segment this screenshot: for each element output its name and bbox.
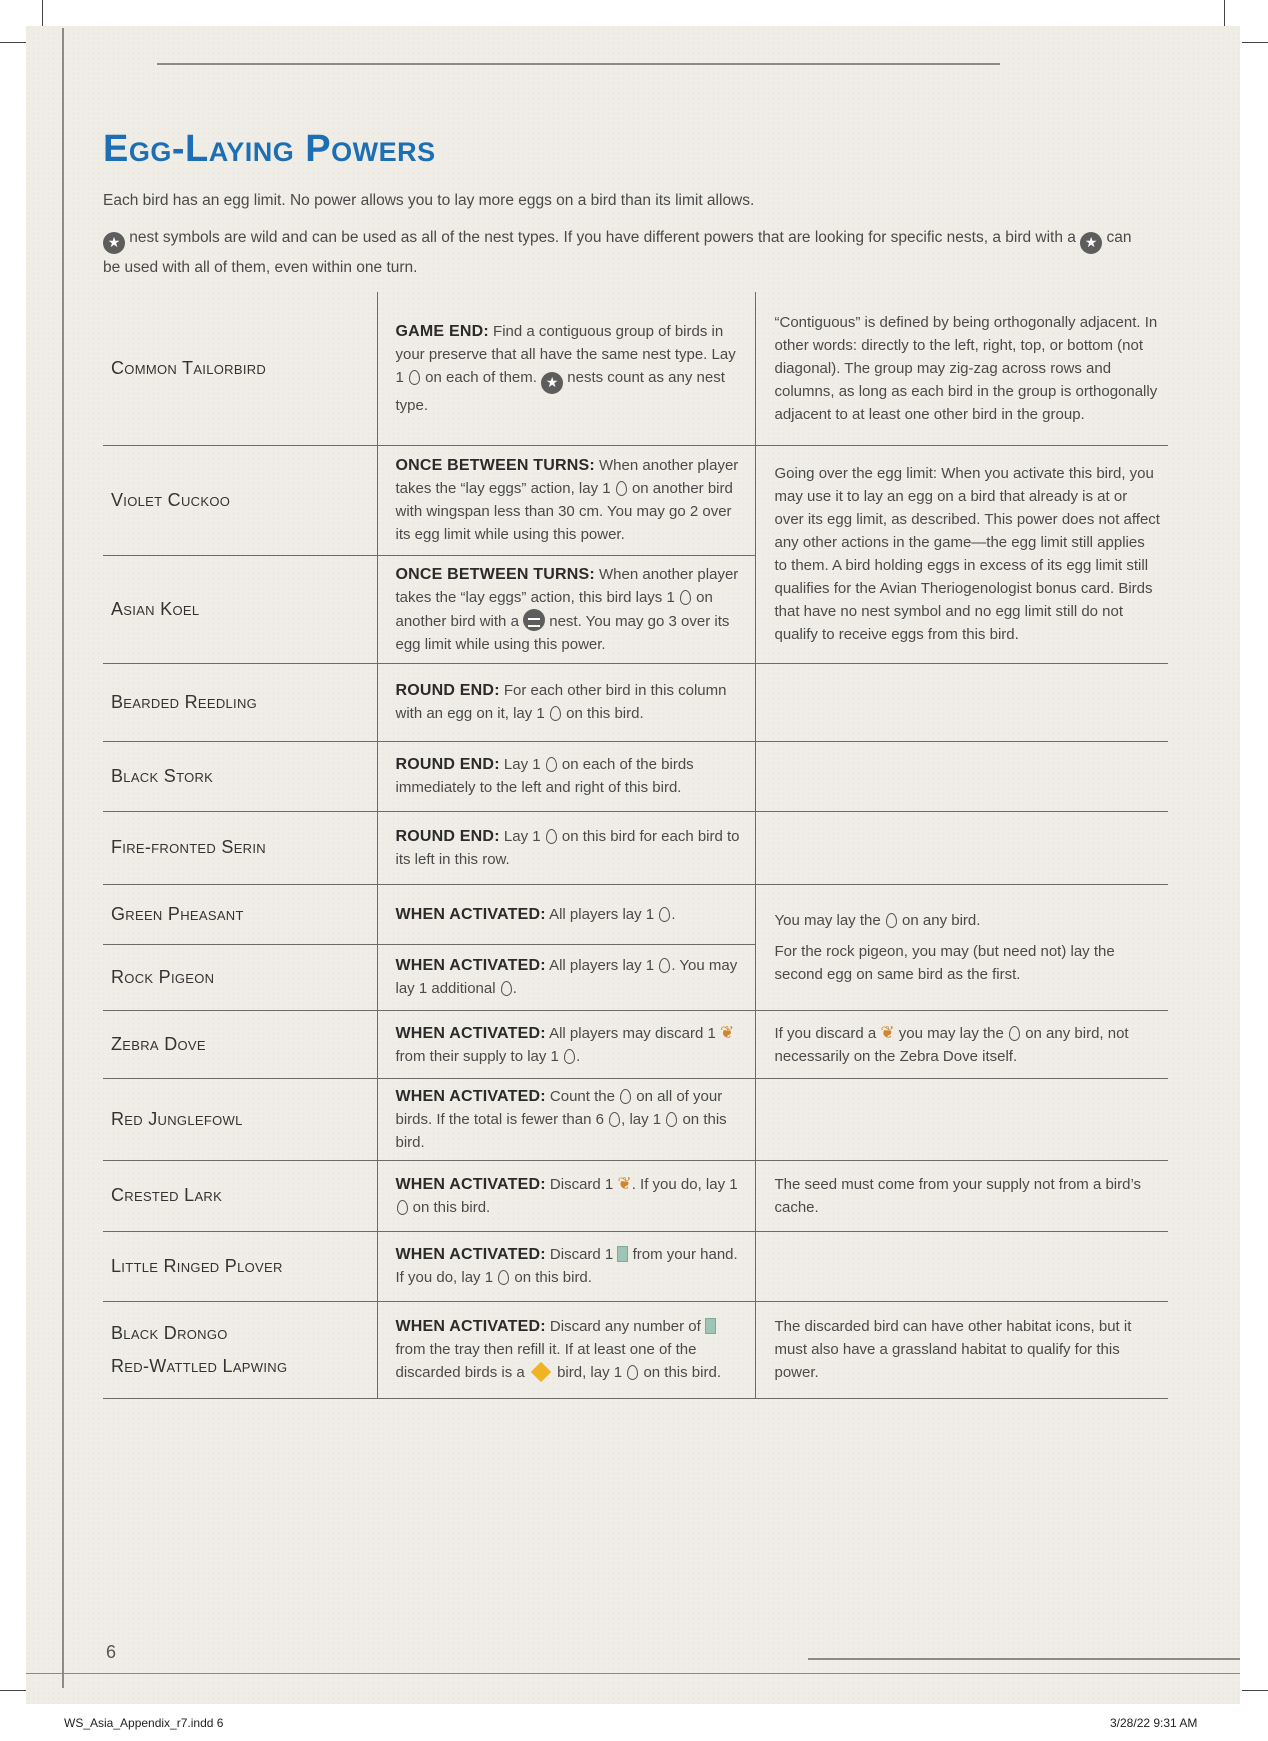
bird-name: Zebra Dove (103, 1010, 377, 1078)
egg-icon (546, 829, 557, 844)
bird-name: Little Ringed Plover (103, 1231, 377, 1301)
egg-icon (616, 481, 627, 496)
bowl-nest-icon (523, 609, 545, 631)
bottom-right-rule (808, 1658, 1240, 1660)
power-text: ROUND END: For each other bird in this column with an egg on it, lay 1 on this bird. (377, 663, 755, 741)
power-text: ROUND END: Lay 1 on each of the birds immediately to the left and right of this bird. (377, 741, 755, 811)
power-text: WHEN ACTIVATED: Discard 1 from your hand. If you do, lay 1 on this bird. (377, 1231, 755, 1301)
wheat-icon: ❦ (617, 1174, 632, 1193)
clarification-note (755, 1078, 1168, 1160)
bird-name: Black Stork (103, 741, 377, 811)
power-text: WHEN ACTIVATED: All players may discard 1 ❦ from their supply to lay 1 . (377, 1010, 755, 1078)
egg-icon (659, 958, 670, 973)
clarification-note (755, 1231, 1168, 1301)
clarification-note: The seed must come from your supply not from a bird’s cache. (755, 1160, 1168, 1231)
left-rule (62, 28, 64, 1688)
clarification-note: “Contiguous” is defined by being orthogonally adjacent. In other words: directly to the left, right, top, or bottom (not diagonal). The group may zig-zag across rows and columns, as long as each bird in the group is orthogonally adjacent to at least one other bird in the group. (755, 292, 1168, 445)
egg-icon (666, 1112, 677, 1127)
power-text: ROUND END: Lay 1 on this bird for each bird to its left in this row. (377, 811, 755, 884)
clarification-note (755, 663, 1168, 741)
star-nest-icon: ★ (103, 232, 125, 254)
bird-name: Fire-fronted Serin (103, 811, 377, 884)
bird-name: Green Pheasant (103, 884, 377, 944)
egg-powers-table (103, 292, 1168, 1399)
egg-icon (397, 1200, 408, 1215)
table-row (103, 292, 1168, 445)
table-row (103, 741, 1168, 811)
bird-name-group (103, 1301, 377, 1398)
bird-name: Red Junglefowl (103, 1078, 377, 1160)
power-text: WHEN ACTIVATED: Count the on all of your birds. If the total is fewer than 6 , lay 1 on this bird. (377, 1078, 755, 1160)
bird-name: Bearded Reedling (103, 663, 377, 741)
power-trigger: ONCE BETWEEN TURNS: (395, 565, 595, 583)
clarification-note: If you discard a ❦ you may lay the on any bird, not necessarily on the Zebra Dove itself. (755, 1010, 1168, 1078)
egg-icon (1009, 1026, 1020, 1041)
slug-timestamp: 3/28/22 9:31 AM (1110, 1716, 1198, 1730)
clarification-note: Going over the egg limit: When you activate this bird, you may use it to lay an egg on a bird that already is at or over its egg limit, as described. This power does not affect any other actions in the game—the egg limit still applies to them. A bird holding eggs in excess of its egg limit still qualifies for the Avian Theriogenologist bonus card. Birds that have no nest symbol and no egg limit still do not qualify to receive eggs from this bird. (755, 445, 1168, 663)
egg-icon (886, 913, 897, 928)
bottom-rule (26, 1673, 1240, 1674)
intro-text: Each bird has an egg limit. No power allows you to lay more eggs on a bird than its limit allows. (103, 192, 755, 209)
power-trigger: ROUND END: (395, 827, 500, 845)
top-rule (157, 63, 1000, 65)
crop-mark (1242, 42, 1268, 43)
egg-icon (627, 1365, 638, 1380)
egg-icon (498, 1270, 509, 1285)
bird-name: Black Drongo (111, 1322, 228, 1343)
bird-card-icon (705, 1318, 716, 1334)
bird-name: Violet Cuckoo (103, 445, 377, 555)
bird-name: Crested Lark (103, 1160, 377, 1231)
egg-icon (546, 757, 557, 772)
grassland-icon (531, 1362, 551, 1382)
table-row (103, 1010, 1168, 1078)
power-text: ONCE BETWEEN TURNS: When another player takes the “lay eggs” action, this bird lays 1 on another bird with a nest. You may go 3 over its egg limit while using this power. (377, 555, 755, 663)
power-text: WHEN ACTIVATED: Discard any number of from the tray then refill it. If at least one of the discarded birds is a bird, lay 1 on this bird. (377, 1301, 755, 1398)
power-trigger: WHEN ACTIVATED: (395, 1176, 546, 1193)
power-trigger: WHEN ACTIVATED: (395, 1087, 546, 1105)
table-row (103, 1078, 1168, 1160)
bird-name: Asian Koel (103, 555, 377, 663)
power-trigger: WHEN ACTIVATED: (395, 905, 546, 923)
star-nest-icon: ★ (541, 372, 563, 394)
table-row (103, 1160, 1168, 1231)
table-row (103, 663, 1168, 741)
egg-icon (550, 706, 561, 721)
power-text: WHEN ACTIVATED: Discard 1 ❦. If you do, lay 1 on this bird. (377, 1160, 755, 1231)
egg-icon (501, 981, 512, 996)
intro-paragraph-2: ★ nest symbols are wild and can be used as all of the nest types. If you have different powers that are looking for specific nests, a bird with a ★ can be used with all of them, even within one turn. (103, 229, 1132, 276)
page-number: 6 (106, 1642, 117, 1662)
power-trigger: WHEN ACTIVATED: (395, 1246, 546, 1263)
crop-mark (0, 42, 26, 43)
slug-filename: WS_Asia_Appendix_r7.indd 6 (64, 1716, 224, 1730)
egg-icon (680, 590, 691, 605)
power-trigger: WHEN ACTIVATED: (395, 1318, 546, 1335)
power-text: WHEN ACTIVATED: All players lay 1 . You may lay 1 additional . (377, 944, 755, 1010)
table-row (103, 1301, 1168, 1398)
power-trigger: WHEN ACTIVATED: (395, 957, 546, 974)
clarification-note: You may lay the on any bird. For the rock pigeon, you may (but need not) lay the second egg on same bird as the first. (755, 884, 1168, 1010)
crop-mark (42, 0, 43, 26)
table-row (103, 445, 1168, 555)
page-title: Egg-Laying Powers (103, 128, 436, 170)
crop-mark (1224, 0, 1225, 26)
power-trigger: ROUND END: (395, 682, 500, 699)
power-trigger: GAME END: (395, 322, 489, 340)
table-row (103, 811, 1168, 884)
intro-paragraph-1 (103, 187, 1163, 215)
power-text: GAME END: Find a contiguous group of birds in your preserve that all have the same nest type. Lay 1 on each of them. ★ nests count as any nest type. (377, 292, 755, 445)
wheat-icon: ❦ (720, 1022, 735, 1042)
wheat-icon: ❦ (880, 1022, 895, 1042)
power-trigger: WHEN ACTIVATED: (395, 1024, 546, 1042)
power-trigger: ROUND END: (395, 756, 500, 773)
crop-mark (0, 1690, 26, 1691)
egg-icon (659, 907, 670, 922)
crop-mark (1242, 1690, 1268, 1691)
power-trigger: ONCE BETWEEN TURNS: (395, 457, 595, 474)
clarification-note: The discarded bird can have other habitat icons, but it must also have a grassland habitat to qualify for this power. (755, 1301, 1168, 1398)
table-row (103, 1231, 1168, 1301)
clarification-note (755, 811, 1168, 884)
bird-name: Rock Pigeon (103, 944, 377, 1010)
egg-icon (620, 1089, 631, 1104)
bird-card-icon (617, 1246, 628, 1262)
bird-name: Red-Wattled Lapwing (111, 1355, 288, 1376)
power-text: WHEN ACTIVATED: All players lay 1 . (377, 884, 755, 944)
bird-name: Common Tailorbird (103, 292, 377, 445)
egg-icon (609, 1112, 620, 1127)
table-row (103, 884, 1168, 944)
clarification-note (755, 741, 1168, 811)
star-nest-icon: ★ (1080, 232, 1102, 254)
egg-icon (564, 1049, 575, 1064)
egg-icon (409, 370, 420, 385)
power-text: ONCE BETWEEN TURNS: When another player takes the “lay eggs” action, lay 1 on another bird with wingspan less than 30 cm. You may go 2 over its egg limit while using this power. (377, 445, 755, 555)
